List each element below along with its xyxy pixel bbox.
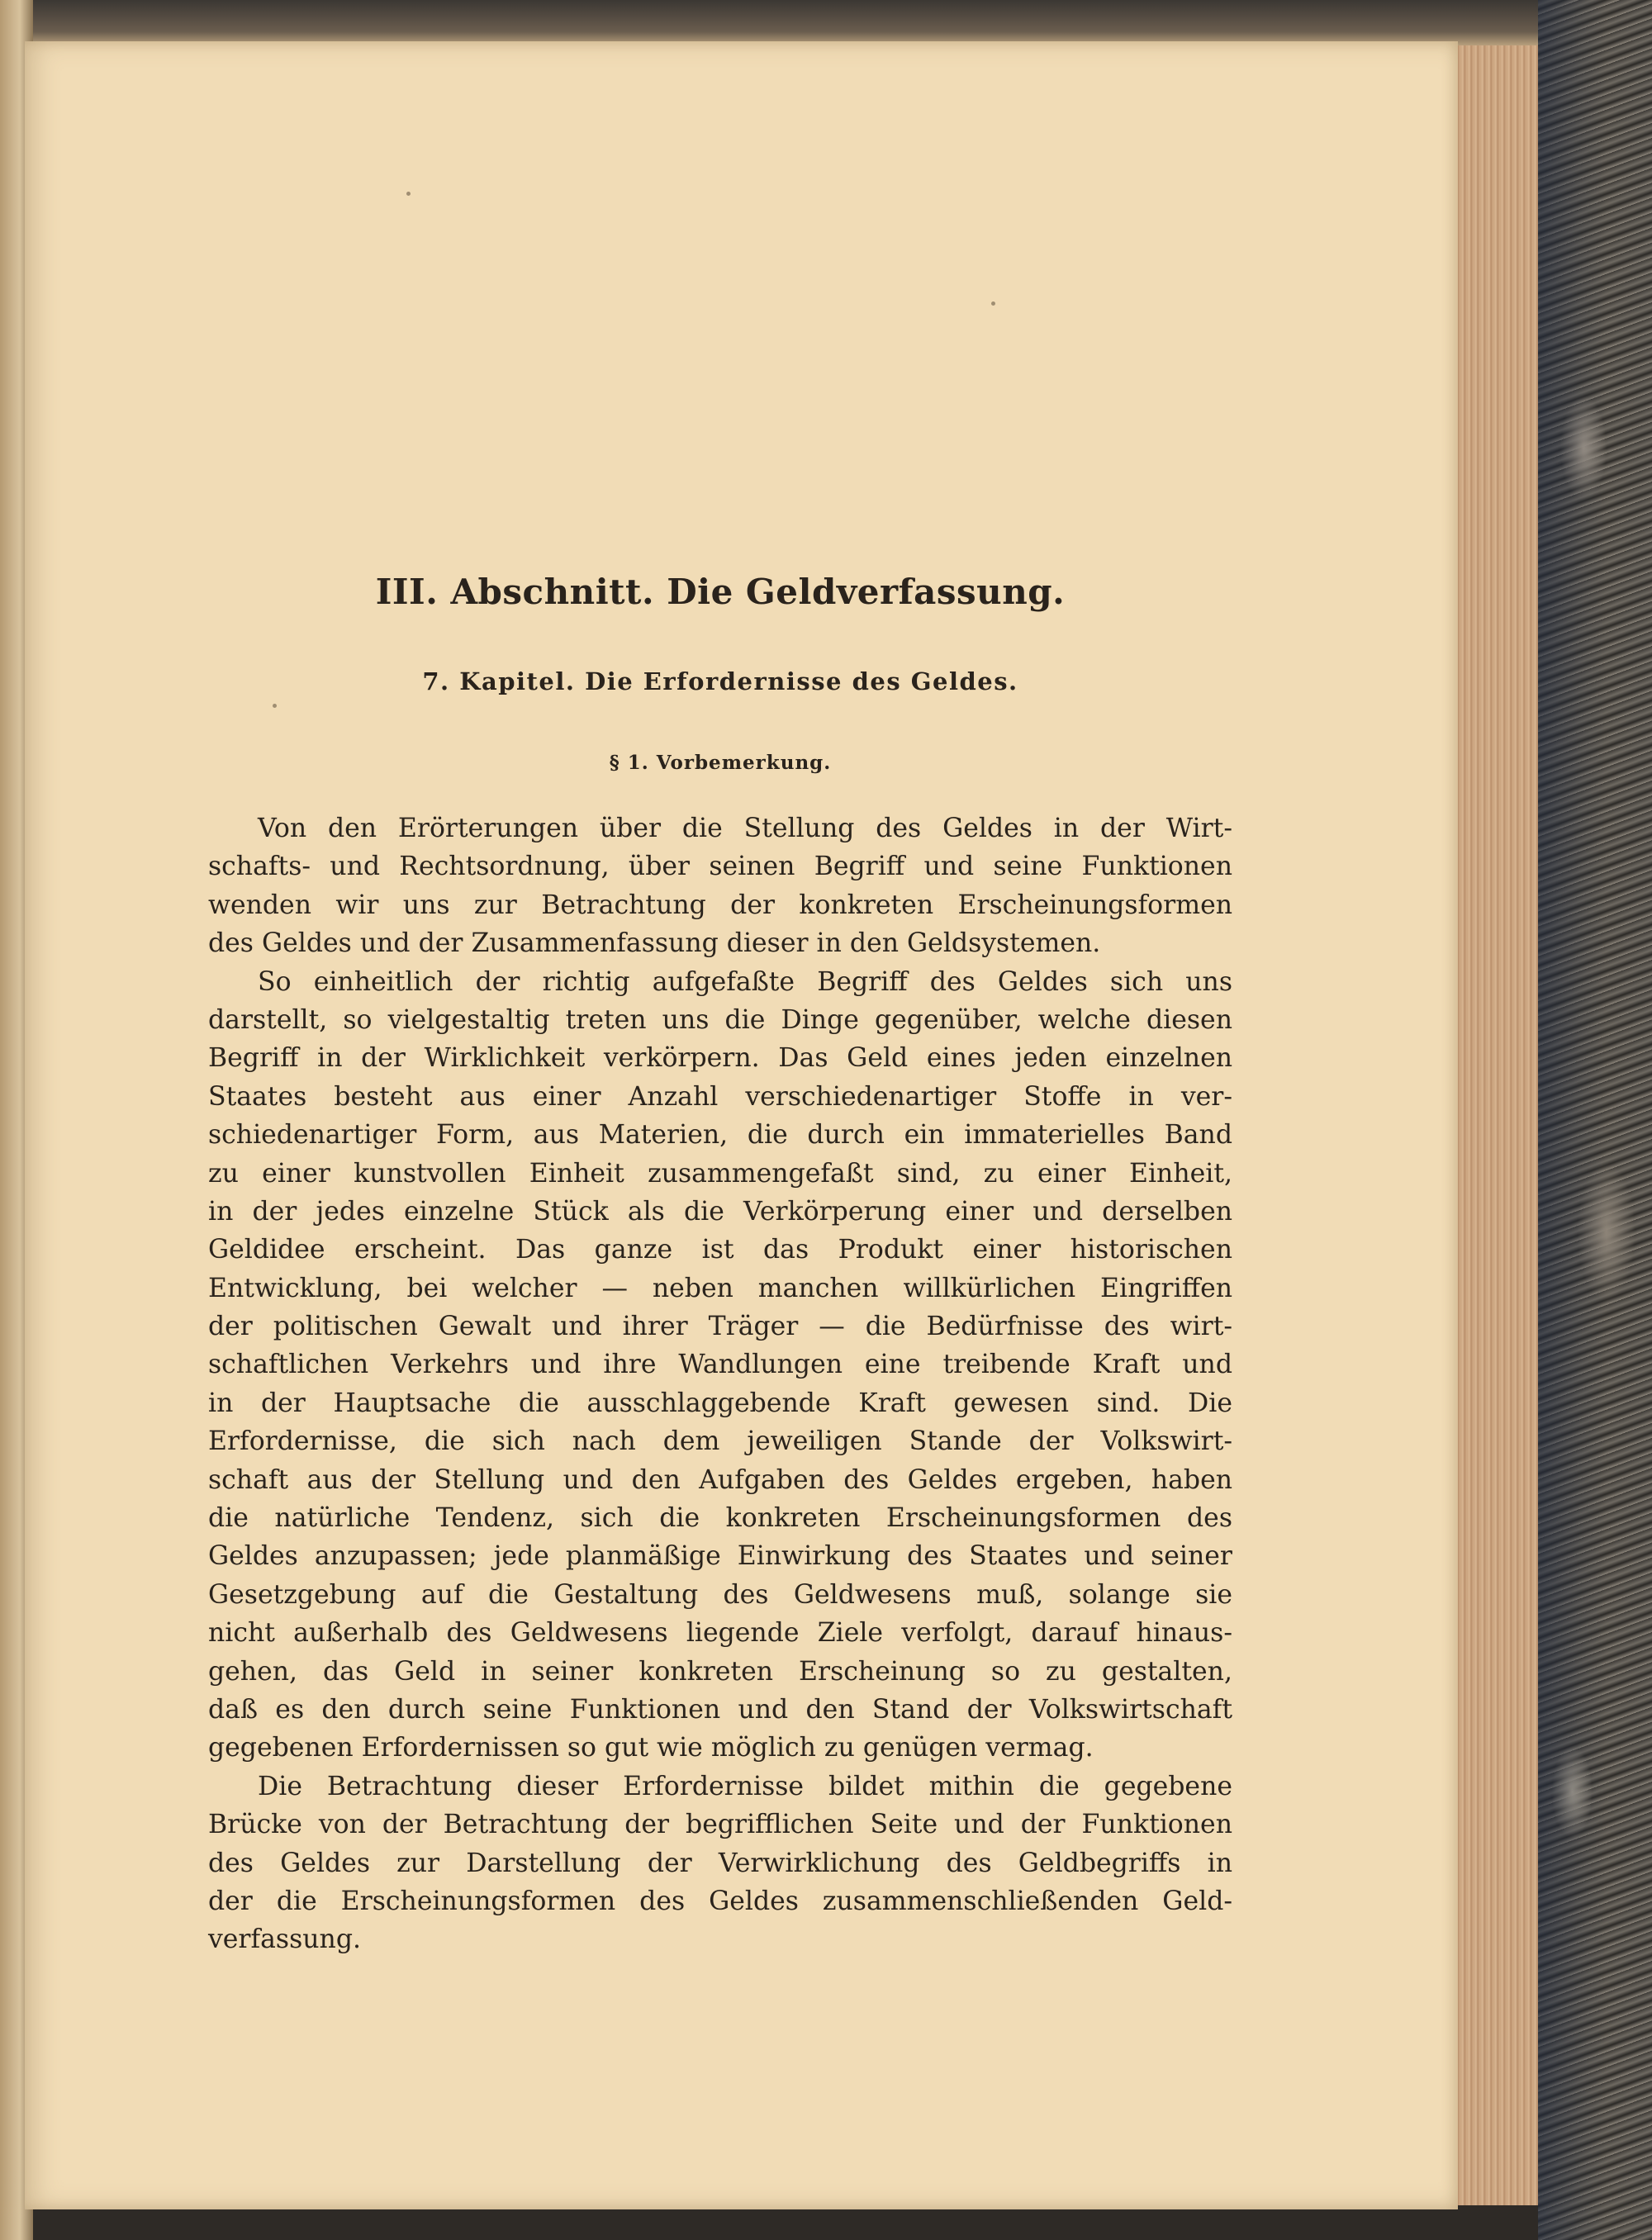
- page-edges: [1447, 45, 1538, 2205]
- text-line: Gesetzgebung auf die Gestaltung des Geldwesens muß, solange sie: [208, 1579, 1232, 1610]
- text-line: schaft aus der Stellung und den Aufgaben des Geldes ergeben, haben: [208, 1464, 1232, 1495]
- text-line: Begriff in der Wirklichkeit verkörpern. Das Geld eines jeden einzelnen: [208, 1043, 1232, 1074]
- text-line: zu einer kunstvollen Einheit zusammengefaßt sind, zu einer Einheit,: [208, 1158, 1232, 1189]
- text-line: der politischen Gewalt und ihrer Träger — die Bedürfnisse des wirt-: [208, 1312, 1232, 1342]
- text-line: Brücke von der Betrachtung der begrifflichen Seite und der Funktionen: [208, 1810, 1232, 1840]
- text-line: schiedenartiger Form, aus Materien, die durch ein immaterielles Band: [208, 1120, 1232, 1151]
- text-line: des Geldes und der Zusammenfassung dieser in den Geldsystemen.: [208, 928, 1101, 959]
- book-page: [25, 41, 1458, 2209]
- text-line: in der Hauptsache die ausschlaggebende Kraft gewesen sind. Die: [208, 1388, 1232, 1418]
- section-title: III. Abschnitt. Die Geldverfassung.: [375, 572, 1066, 612]
- text-line: die natürliche Tendenz, sich die konkreten Erscheinungsformen des: [208, 1503, 1232, 1534]
- text-line: Geldes anzupassen; jede planmäßige Einwirkung des Staates und seiner: [208, 1541, 1232, 1572]
- text-line: in der jedes einzelne Stück als die Verkörperung einer und derselben: [208, 1196, 1232, 1227]
- text-line: gegebenen Erfordernissen so gut wie möglich zu genügen vermag.: [208, 1733, 1094, 1763]
- paper-speck: [991, 301, 995, 306]
- text-line: gehen, das Geld in seiner konkreten Erscheinung so zu gestalten,: [208, 1656, 1232, 1687]
- text-line: Die Betrachtung dieser Erfordernisse bildet mithin die gegebene: [258, 1771, 1232, 1801]
- text-line: Erfordernisse, die sich nach dem jeweiligen Stande der Volkswirt-: [208, 1426, 1232, 1457]
- text-line: schaftlichen Verkehrs und ihre Wandlungen eine treibende Kraft und: [208, 1350, 1232, 1380]
- text-line: Von den Erörterungen über die Stellung des Geldes in der Wirt-: [258, 814, 1232, 843]
- text-line: Staates besteht aus einer Anzahl verschiedenartiger Stoffe in ver-: [208, 1081, 1232, 1112]
- paper-speck: [406, 192, 411, 196]
- text-line: Geldidee erscheint. Das ganze ist das Produkt einer historischen: [208, 1235, 1232, 1265]
- paper-speck: [273, 704, 277, 708]
- text-line: schafts- und Rechtsordnung, über seinen Begriff und seine Funktionen: [208, 852, 1232, 882]
- top-edge: [0, 0, 1652, 45]
- text-line: verfassung.: [208, 1924, 362, 1955]
- text-line: des Geldes zur Darstellung der Verwirklichung des Geldbegriffs in: [208, 1848, 1232, 1878]
- text-line: So einheitlich der richtig aufgefaßte Begriff des Geldes sich uns: [258, 966, 1232, 997]
- paragraph-heading: § 1. Vorbemerkung.: [609, 752, 832, 774]
- text-line: daß es den durch seine Funktionen und den Stand der Volkswirtschaft: [208, 1694, 1232, 1725]
- chapter-title: 7. Kapitel. Die Erfordernisse des Geldes.: [422, 667, 1018, 695]
- text-line: darstellt, so vielgestaltig treten uns die Dinge gegenüber, welche diesen: [208, 1004, 1232, 1035]
- text-line: Entwicklung, bei welcher — neben manchen willkürlichen Eingriffen: [208, 1273, 1232, 1303]
- cover-spine-shadow: [1538, 0, 1652, 2240]
- text-line: der die Erscheinungsformen des Geldes zusammenschließenden Geld-: [208, 1886, 1232, 1916]
- text-line: nicht außerhalb des Geldwesens liegende Ziele verfolgt, darauf hinaus-: [208, 1618, 1232, 1649]
- text-line: wenden wir uns zur Betrachtung der konkreten Erscheinungsformen: [208, 890, 1232, 920]
- body-text: [208, 809, 1232, 1959]
